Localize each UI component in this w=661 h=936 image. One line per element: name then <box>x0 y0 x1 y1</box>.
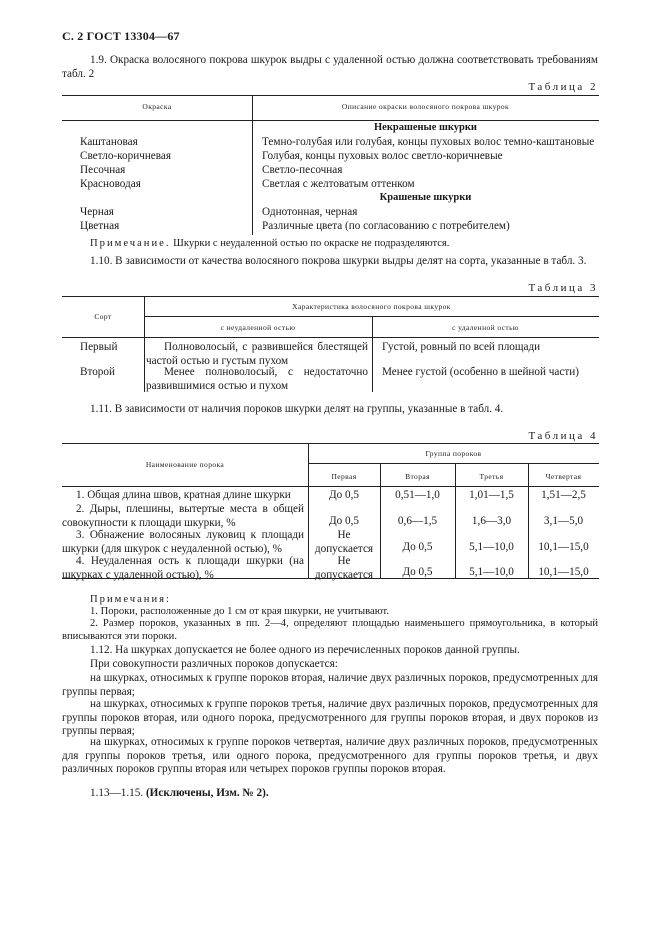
table-4-group-2: Вторая <box>405 472 430 481</box>
table-4-cell: До 0,5 <box>328 489 359 501</box>
table-4-group-1: Первая <box>331 472 357 481</box>
paragraph-1-12-d: на шкурках, относимых к группе пороков третья, наличие двух различных пороков, предусмотренных для группы пороков вторая, или одного порока, предусмотренного для группы пороков вторая, и двух пороков из группы первая; <box>62 698 598 738</box>
table-4-cell: 10,1—15,0 <box>538 541 589 553</box>
table-4-group-3: Третья <box>479 472 504 481</box>
table-2-section-undyed: Некрашеные шкурки <box>374 122 477 133</box>
notes-label: Примечания: <box>90 594 171 605</box>
table-4-row-name: 3. Обнажение волосяных луковиц к площади шкурки (для шкурок с неудаленной остью), % <box>62 529 304 555</box>
table-4-cell: 5,1—10,0 <box>469 541 514 553</box>
paragraph-1-12: 1.12. На шкурках допускается не более одного из перечисленных пороков данной группы. <box>90 644 520 656</box>
table-2-row-desc: Различные цвета (по согласованию с потребителем) <box>262 220 510 232</box>
table-2-row-name: Светло-коричневая <box>80 150 172 162</box>
table-3-row-b: Менее густой (особенно в шейной части) <box>382 366 579 378</box>
table-4-cell: 1,6—3,0 <box>471 515 512 527</box>
table-2-header-color: Окраска <box>142 102 172 111</box>
paragraph-1-13-number: 1.13—1.15. <box>90 787 144 799</box>
table-2-header-desc: Описание окраски волосяного покрова шкурок <box>341 102 510 111</box>
table-3-row-a: Полноволосый, с развившейся блестящей частой остью и густым пухом <box>146 341 368 367</box>
table-2-caption: Таблица 2 <box>528 81 598 93</box>
table-4-cell: 1,01—1,5 <box>469 489 514 501</box>
table-4-cell: 3,1—5,0 <box>543 515 584 527</box>
paragraph-1-13 <box>62 787 598 801</box>
table-4-group-4: Четвертая <box>545 472 582 481</box>
table-4-header-name: Наименование порока <box>145 460 225 469</box>
table-4-cell: Не допускается <box>314 529 374 555</box>
paragraph-1-12-b: При совокупности различных пороков допускается: <box>90 658 338 670</box>
table-2-row-name: Черная <box>80 206 114 218</box>
table-4-cell: 1,51—2,5 <box>541 489 586 501</box>
table-3-header-sort: Сорт <box>94 312 112 321</box>
paragraph-1-9: 1.9. Окраска волосяного покрова шкурок выдры с удаленной остью должна соответствовать требованиям табл. 2 <box>62 54 598 80</box>
table-2-note <box>62 238 598 251</box>
table-2-row-desc: Светло-песочная <box>262 164 343 176</box>
note-text: Шкурки с неудаленной остью по окраске не подразделяются. <box>173 238 450 249</box>
table-4-cell: До 0,5 <box>402 541 433 553</box>
table-2-row-name: Красноводая <box>80 178 141 190</box>
table-3-caption: Таблица 3 <box>528 282 598 294</box>
table-2-row-desc: Однотонная, черная <box>262 206 358 218</box>
page-header: С. 2 ГОСТ 13304—67 <box>62 29 180 43</box>
table-3-subheader-1: с неудаленной остью <box>220 323 296 332</box>
table-4-cell: 10,1—15,0 <box>538 566 589 578</box>
table-2-row-name: Песочная <box>80 164 126 176</box>
table-4-note-1: 1. Пороки, расположенные до 1 см от края шкурки, не учитывают. <box>90 606 389 617</box>
table-4-row-name: 4. Неудаленная ость к площади шкурки (на шкурках с удаленной остью), % <box>62 555 304 581</box>
table-4-cell: Не допускается <box>314 555 374 581</box>
table-3-header-char: Характеристика волосяного покрова шкурок <box>292 302 451 311</box>
table-4-caption: Таблица 4 <box>528 430 598 442</box>
table-4-cell: До 0,5 <box>402 566 433 578</box>
table-3-subheader-2: с удаленной остью <box>452 323 519 332</box>
table-2-section-dyed: Крашеные шкурки <box>379 192 472 203</box>
table-3-row-sort: Второй <box>80 366 115 378</box>
table-2-row-desc: Светлая с желтоватым оттенком <box>262 178 415 190</box>
table-2-row-name: Цветная <box>80 220 120 232</box>
paragraph-1-12-c: на шкурках, относимых к группе пороков вторая, наличие двух различных пороков, предусмотренных для группы первая; <box>62 672 598 698</box>
table-4-header-group: Группа пороков <box>425 449 482 458</box>
table-4-cell: До 0,5 <box>328 515 359 527</box>
note-label: Примечание. <box>90 238 171 249</box>
table-2-row-name: Каштановая <box>80 136 138 148</box>
table-3-row-a: Менее полноволосый, с недостаточно развившимися остью и пухом <box>146 366 368 392</box>
table-4-row-name: 2. Дыры, плешины, вытертые места в общей совокупности к площади шкурки, % <box>62 503 304 529</box>
table-4-cell: 5,1—10,0 <box>469 566 514 578</box>
table-2-row-desc: Темно-голубая или голубая, концы пуховых волос темно-каштановые <box>262 136 595 148</box>
table-2-row-desc: Голубая, концы пуховых волос светло-коричневые <box>262 150 503 162</box>
paragraph-1-13-text: (Исключены, Изм. № 2). <box>145 787 269 799</box>
table-4-row-name: 1. Общая длина швов, кратная длине шкурки <box>76 489 291 501</box>
table-4-cell: 0,6—1,5 <box>397 515 438 527</box>
table-4-note-2: 2. Размер пороков, указанных в пп. 2—4, определяют площадью наименьшего прямоугольника, в который вписываются эти пороки. <box>62 618 598 642</box>
paragraph-1-11: 1.11. В зависимости от наличия пороков шкурки делят на группы, указанные в табл. 4. <box>90 403 504 415</box>
table-4-cell: 0,51—1,0 <box>395 489 440 501</box>
table-4-notes-label <box>62 594 598 607</box>
paragraph-1-12-e: на шкурках, относимых к группе пороков четвертая, наличие двух различных пороков, предусмотренных для группы пороков третья, или одного порока, предусмотренного для группы пороков третья, и двух различных пороков группы вторая или четырех пороков группы пороков вторая. <box>62 736 598 776</box>
paragraph-1-10: 1.10. В зависимости от качества волосяного покрова шкурки выдры делят на сорта, указанные в табл. 3. <box>90 255 587 267</box>
table-3-row-b: Густой, ровный по всей площади <box>382 341 541 353</box>
table-3-row-sort: Первый <box>80 341 118 353</box>
